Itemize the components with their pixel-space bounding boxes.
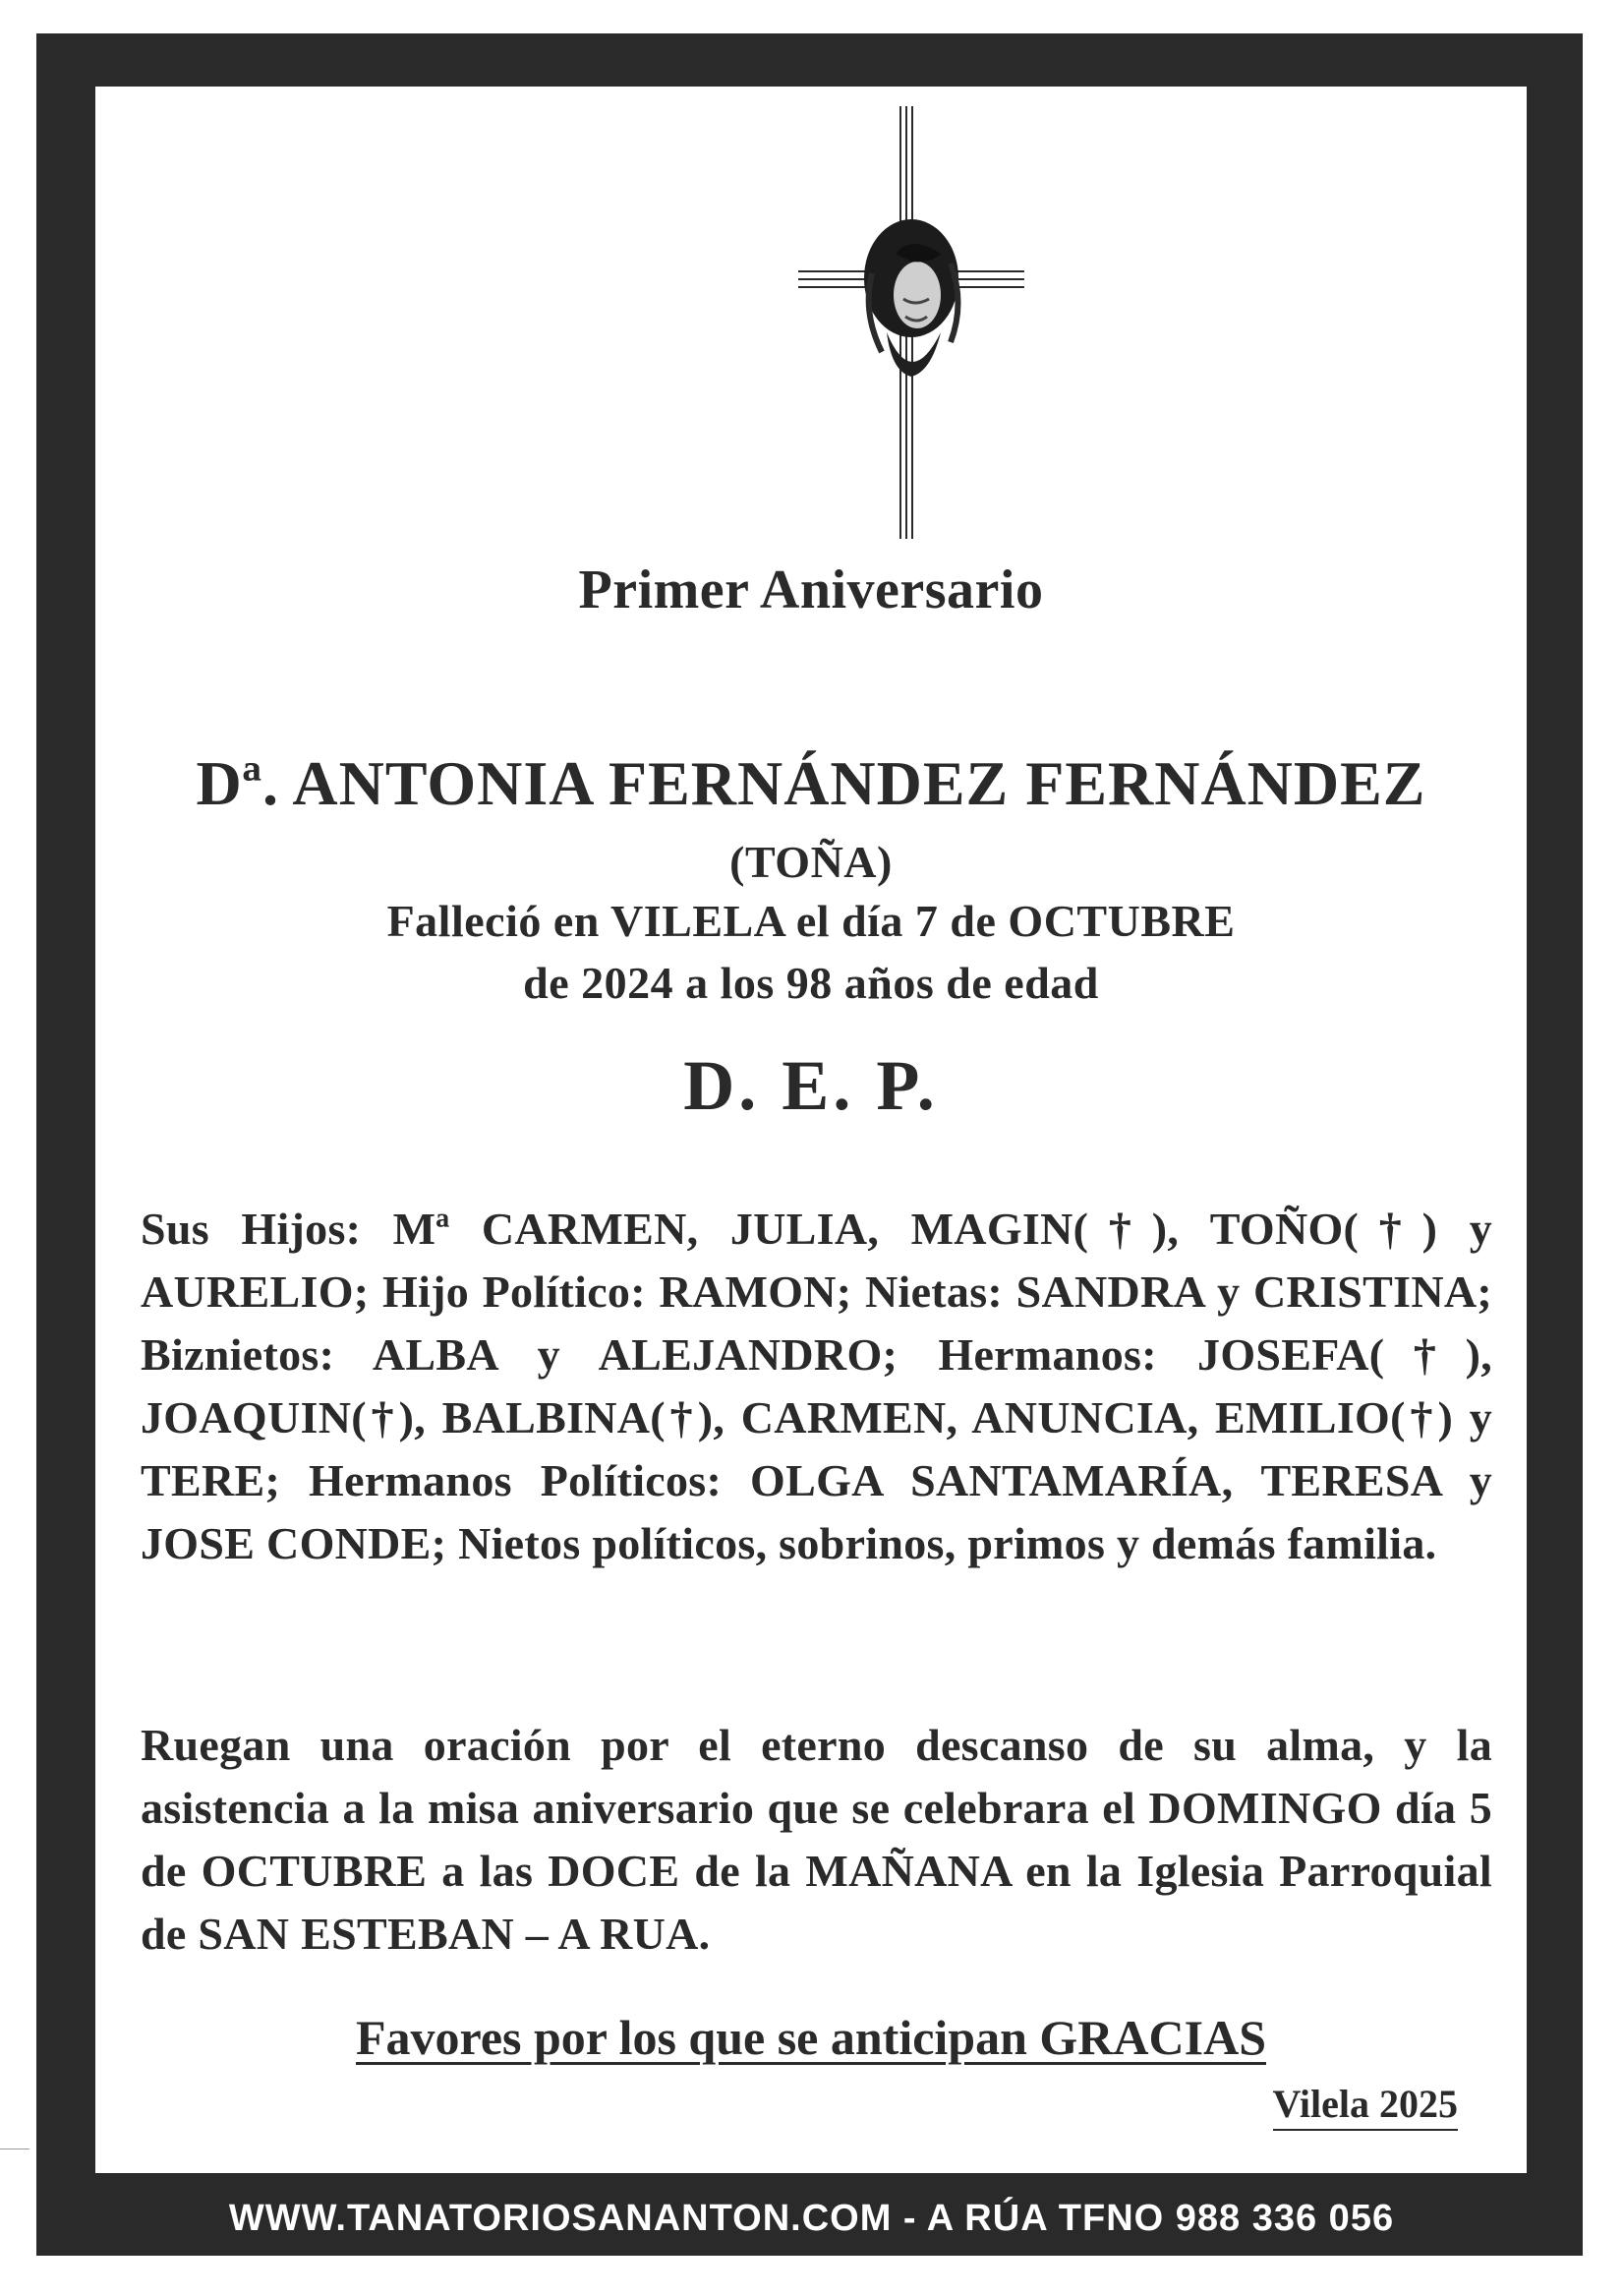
deceased-nickname: (TOÑA): [729, 837, 893, 887]
death-info-line-2: de 2024 a los 98 años de edad: [523, 958, 1099, 1008]
family-paragraph: Sus Hijos: Mª CARMEN, JULIA, MAGIN(†), TOÑO(†) y AURELIO; Hijo Político: RAMON; Nietas: SANDRA y CRISTINA; Biznietos: ALBA y ALEJANDRO; Hermanos: JOSEFA(†), JOAQUIN(†), BALBINA(†), CARMEN, ANUNCIA, EMILIO(†) y TERE; Hermanos Políticos: OLGA SANTAMARÍA, TERESA y JOSE CONDE; Nietos políticos, sobrinos, primos y demás familia.: [141, 1204, 1492, 1568]
thanks-line: [95, 2009, 1527, 2066]
thanks-text: Favores por los que se anticipan GRACIAS: [355, 2010, 1267, 2065]
death-info-line-1: Falleció en VILELA el día 7 de OCTUBRE: [386, 896, 1236, 946]
deceased-name: Dª. ANTONIA FERNÁNDEZ FERNÁNDEZ: [196, 748, 1426, 818]
footer-contact: WWW.TANATORIOSANANTON.COM - A RÚA TFNO 988 336 056: [228, 2198, 1395, 2239]
rest-in-peace: D. E. P.: [683, 1046, 939, 1125]
place-year: Vilela 2025: [1273, 2081, 1459, 2131]
notice-sheet: [95, 87, 1527, 2173]
crucifix-icon: [793, 106, 1029, 539]
anniversary-title: Primer Aniversario: [578, 559, 1044, 620]
mass-paragraph: Ruegan una oración por el eterno descanso de su alma, y la asistencia a la misa aniversario que se celebrara el DOMINGO día 5 de OCTUBRE a las DOCE de la MAÑANA en la Iglesia Parroquial de SAN ESTEBAN – A RUA.: [141, 1720, 1492, 1959]
